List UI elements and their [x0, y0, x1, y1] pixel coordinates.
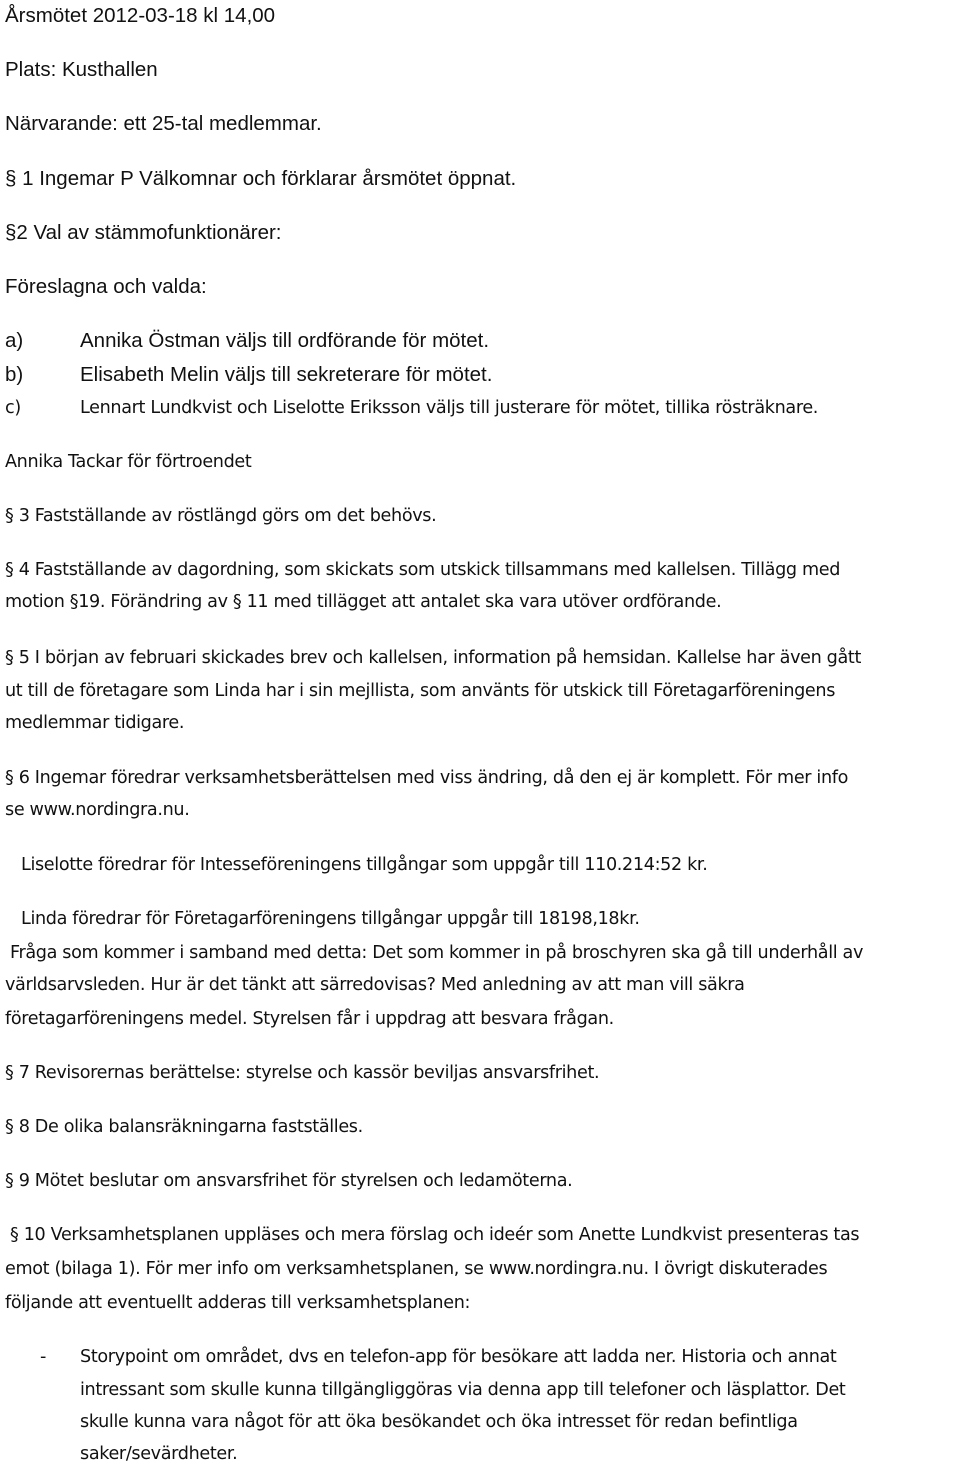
- list-item-b: [5, 362, 492, 388]
- list-text: Annika Östman väljs till ordförande för mötet.: [80, 329, 490, 352]
- list-item-c: [5, 395, 818, 421]
- thanks-line: Annika Tackar för förtroendet: [5, 452, 252, 472]
- section-7: § 7 Revisorernas berättelse: styrelse och kassör beviljas ansvarsfrihet.: [5, 1063, 600, 1083]
- liselotte-report: Liselotte föredrar för Intesseföreningens tillgångar som uppgår till 110.214:52 kr.: [21, 855, 708, 875]
- list-text: Lennart Lundkvist och Liselotte Eriksson väljs till justerare för mötet, tillika rösträknare.: [80, 398, 819, 418]
- list-label: b): [5, 363, 24, 386]
- question-line-2: världsarvsleden. Hur är det tänkt att särredovisas? Med anledning av att man vill säkra: [5, 975, 745, 995]
- section-5-line-2: ut till de företagare som Linda har i sin mejllista, som använts för utskick till Företagarföreningens: [5, 681, 836, 701]
- section-3: § 3 Fastställande av röstlängd görs om det behövs.: [5, 506, 437, 526]
- section-10-line-1: § 10 Verksamhetsplanen uppläses och mera förslag och ideér som Anette Lundkvist presenteras tas: [10, 1225, 860, 1245]
- section-4-line-2: motion §19. Förändring av § 11 med tillägget att antalet ska vara utöver ordförande.: [5, 592, 722, 612]
- section-10-line-3: följande att eventuellt adderas till verksamhetsplanen:: [5, 1293, 471, 1313]
- proposed-heading: Föreslagna och valda:: [5, 275, 207, 298]
- list-text: Elisabeth Melin väljs till sekreterare för mötet.: [80, 363, 493, 386]
- question-line-3: företagarföreningens medel. Styrelsen får i uppdrag att besvara frågan.: [5, 1009, 614, 1029]
- section-1: § 1 Ingemar P Välkomnar och förklarar årsmötet öppnat.: [5, 167, 517, 190]
- section-6-line-1: § 6 Ingemar föredrar verksamhetsberättelsen med viss ändring, då den ej är komplett. För mer info: [5, 768, 849, 788]
- list-label: c): [5, 398, 21, 418]
- attendance: Närvarande: ett 25-tal medlemmar.: [5, 112, 322, 135]
- meeting-title: Årsmötet 2012-03-18 kl 14,00: [5, 4, 276, 27]
- bullet-line-3: skulle kunna vara något för att öka besökandet och öka intresset för redan befintliga: [80, 1412, 798, 1432]
- bullet-line-4: saker/sevärdheter.: [80, 1444, 238, 1464]
- meeting-place: Plats: Kusthallen: [5, 58, 158, 81]
- bullet-line-1: Storypoint om området, dvs en telefon-app för besökare att ladda ner. Historia och annat: [80, 1347, 837, 1367]
- list-label: a): [5, 329, 24, 352]
- section-5-line-1: § 5 I början av februari skickades brev och kallelsen, information på hemsidan. Kallelse har även gått: [5, 648, 861, 668]
- section-10-line-2: emot (bilaga 1). För mer info om verksamhetsplanen, se www.nordingra.nu. I övrigt diskuterades: [5, 1259, 828, 1279]
- section-8: § 8 De olika balansräkningarna fastställes.: [5, 1117, 363, 1137]
- list-item-a: [5, 328, 489, 354]
- section-6-line-2: se www.nordingra.nu.: [5, 800, 190, 820]
- question-line-1: Fråga som kommer i samband med detta: Det som kommer in på broschyren ska gå till underhåll av: [10, 943, 864, 963]
- linda-report: Linda föredrar för Företagarföreningens tillgångar uppgår till 18198,18kr.: [21, 909, 640, 929]
- bullet-line-2: intressant som skulle kunna tillgängliggöras via denna app till telefoner och läsplattor. Det: [80, 1380, 846, 1400]
- section-9: § 9 Mötet beslutar om ansvarsfrihet för styrelsen och ledamöterna.: [5, 1171, 573, 1191]
- section-4-line-1: § 4 Fastställande av dagordning, som skickats som utskick tillsammans med kallelsen. Tillägg med: [5, 560, 841, 580]
- bullet-marker: -: [40, 1347, 46, 1367]
- section-5-line-3: medlemmar tidigare.: [5, 713, 185, 733]
- section-2: §2 Val av stämmofunktionärer:: [5, 221, 282, 244]
